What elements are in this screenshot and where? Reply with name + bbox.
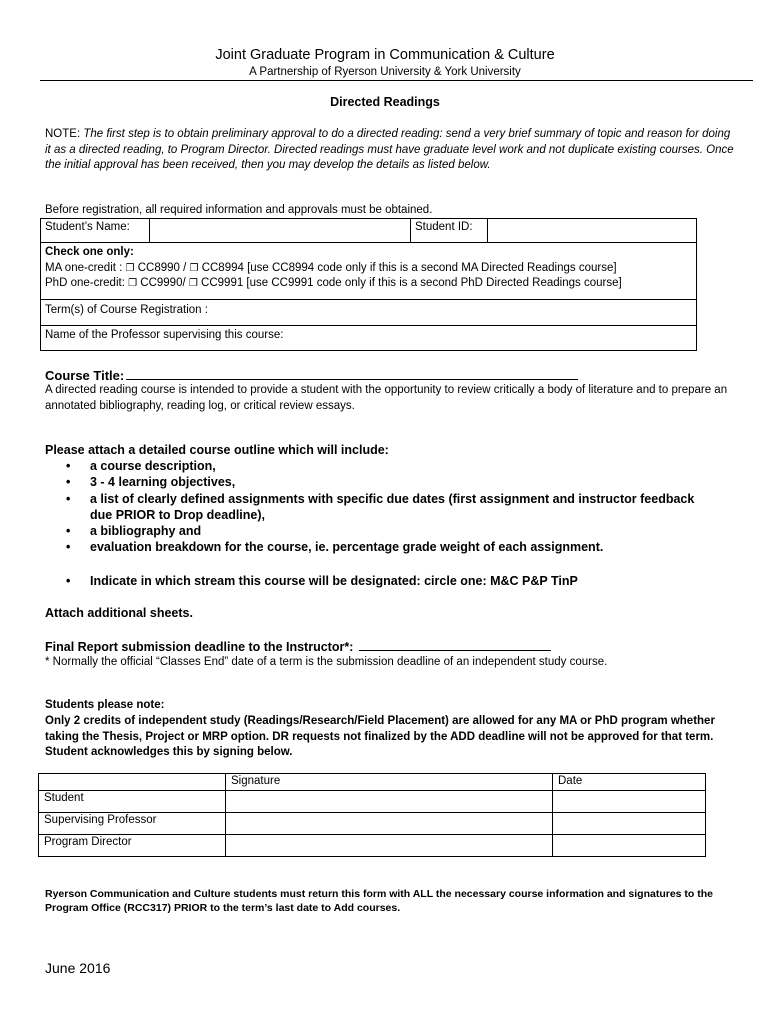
- student-signature-field[interactable]: [226, 791, 553, 813]
- course-title-label: Course Title:: [45, 368, 125, 383]
- table-row-label: Student: [39, 791, 226, 813]
- professor-date-field[interactable]: [553, 813, 706, 835]
- bullet-icon: •: [66, 475, 71, 490]
- student-name-label: Student’s Name:: [41, 219, 150, 243]
- table-row-label: Program Director: [39, 835, 226, 857]
- date-header: Date: [553, 774, 706, 791]
- check-one-label: Check one only:: [45, 246, 134, 258]
- checkbox-icon[interactable]: ❐: [125, 262, 135, 274]
- students-note-body: Only 2 credits of independent study (Readings/Research/Field Placement) are allowed for any MA or PhD program whether taking the Thesis, Project or MRP option. DR requests not finalized by the ADD deadline will not be approved for that term. Student acknowledges this by signing below.: [45, 715, 715, 758]
- course-title-field[interactable]: [126, 367, 578, 380]
- students-note-heading: Students please note:: [45, 699, 165, 711]
- bullet-icon: •: [66, 459, 71, 473]
- list-item: • 3 - 4 learning objectives,: [66, 475, 236, 490]
- final-report-deadline-field[interactable]: [359, 638, 551, 651]
- student-id-field[interactable]: [488, 219, 697, 243]
- student-name-field[interactable]: [150, 219, 411, 243]
- program-title: Joint Graduate Program in Communication & Culture: [215, 47, 555, 63]
- bullet-icon: •: [66, 491, 71, 506]
- attach-sheets-text: Attach additional sheets.: [45, 606, 193, 620]
- director-signature-field[interactable]: [226, 835, 553, 857]
- note-paragraph: [45, 127, 735, 174]
- student-id-label: Student ID:: [411, 219, 488, 243]
- checkbox-icon[interactable]: ❐: [189, 262, 199, 274]
- signature-header: Signature: [226, 774, 553, 791]
- term-registration-field[interactable]: [41, 300, 697, 326]
- phd-option-1: CC9990/: [140, 277, 186, 289]
- note-text: The first step is to obtain preliminary approval to do a directed reading: send a very brief summary of topic and reason for doing it as a directed reading, to Program Director. Directed readings must have graduate level work and not duplicate existing courses. Once the initial approval has been received, then you may develop the details as listed below.: [45, 128, 734, 171]
- checkbox-icon[interactable]: ❐: [188, 278, 198, 289]
- form-date: June 2016: [45, 960, 111, 976]
- program-subtitle: A Partnership of Ryerson University & York University: [249, 66, 521, 78]
- registration-form-table: [40, 218, 697, 351]
- list-item: • evaluation breakdown for the course, ie. percentage grade weight of each assignment.: [66, 540, 604, 555]
- list-item: • a list of clearly defined assignments with specific due dates (first assignment and instructor feedback due PRIOR to Drop deadline),: [66, 491, 695, 522]
- phd-option-2: CC9991 [use CC9991 code only if this is a second PhD Directed Readings course]: [201, 277, 622, 289]
- list-item: • a course description,: [66, 459, 216, 473]
- professor-label: Name of the Professor supervising this course:: [45, 329, 284, 341]
- bullet-icon: •: [66, 574, 71, 588]
- signature-header-blank: [39, 774, 226, 791]
- table-row-label: Supervising Professor: [39, 813, 226, 835]
- outline-list: [45, 458, 705, 556]
- before-registration-text: Before registration, all required information and approvals must be obtained.: [45, 204, 433, 216]
- course-title-row: [45, 367, 578, 383]
- bullet-icon: •: [66, 524, 71, 539]
- professor-name-field[interactable]: [41, 326, 697, 351]
- student-date-field[interactable]: [553, 791, 706, 813]
- course-description: A directed reading course is intended to provide a student with the opportunity to review critically a body of literature and to prepare an annotated bibliography, reading log, or critical review essays.: [45, 384, 728, 412]
- note-label: NOTE:: [45, 128, 81, 140]
- deadline-footnote: * Normally the official “Classes End” date of a term is the submission deadline of an independent study course.: [45, 656, 608, 668]
- signature-table: [38, 773, 706, 857]
- ma-option-2: CC8994 [use CC8994 code only if this is a second MA Directed Readings course]: [201, 261, 617, 274]
- document-title: Directed Readings: [330, 95, 440, 109]
- header-divider: [40, 80, 753, 81]
- final-report-row: [45, 638, 551, 654]
- professor-signature-field[interactable]: [226, 813, 553, 835]
- ma-option-1: CC8990 /: [137, 261, 187, 274]
- stream-text: Indicate in which stream this course will be designated: circle one: M&C P&P TinP: [90, 574, 578, 588]
- checkbox-icon[interactable]: ❐: [128, 278, 138, 289]
- term-label: Term(s) of Course Registration :: [45, 304, 208, 316]
- outline-heading: Please attach a detailed course outline which will include:: [45, 443, 389, 457]
- director-date-field[interactable]: [553, 835, 706, 857]
- course-code-selection: [41, 243, 697, 300]
- phd-label: PhD one-credit:: [45, 277, 125, 289]
- bullet-icon: •: [66, 540, 71, 555]
- list-item: • a bibliography and: [66, 524, 202, 539]
- final-report-label: Final Report submission deadline to the Instructor*:: [45, 640, 354, 654]
- phd-option-row: [45, 276, 692, 292]
- ryerson-return-note: Ryerson Communication and Culture students must return this form with ALL the necessary course information and signatures to the Program Office (RCC317) PRIOR to the term’s last date to Add courses.: [45, 888, 714, 914]
- ma-option-row: [45, 261, 692, 277]
- ma-label: MA one-credit :: [45, 261, 123, 274]
